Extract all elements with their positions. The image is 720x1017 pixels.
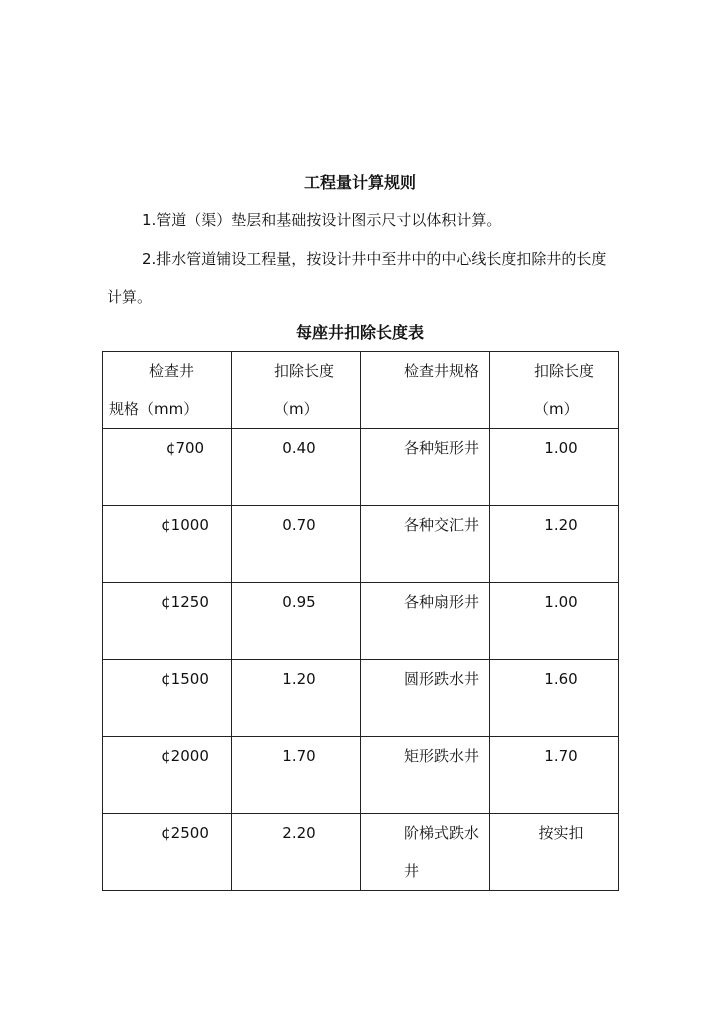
rule-paragraph-1: 1.管道（渠）垫层和基础按设计图示尺寸以体积计算。 xyxy=(142,211,502,229)
cell-spec xyxy=(103,814,232,891)
cell-length-text: 1.20 xyxy=(282,670,316,688)
cell-spec2 xyxy=(361,429,490,506)
table-title: 每座井扣除长度表 xyxy=(295,323,424,342)
cell-spec xyxy=(103,660,232,737)
cell-length2 xyxy=(490,814,619,891)
cell-length xyxy=(232,506,361,583)
table-row xyxy=(103,814,619,891)
cell-length xyxy=(232,737,361,814)
header-cell-length2 xyxy=(490,352,619,429)
cell-length2-text: 1.60 xyxy=(544,670,578,688)
cell-length-text: 2.20 xyxy=(282,824,316,842)
cell-length2 xyxy=(490,429,619,506)
deduction-table xyxy=(102,351,619,891)
header-cell-spec xyxy=(103,352,232,429)
header-length2-text: 扣除长度（m） xyxy=(534,362,595,418)
cell-spec2 xyxy=(361,737,490,814)
header-length-text: 扣除长度（m） xyxy=(274,362,335,418)
cell-length2 xyxy=(490,506,619,583)
cell-spec xyxy=(103,737,232,814)
cell-length2 xyxy=(490,737,619,814)
cell-spec-text: ¢1000 xyxy=(161,516,209,534)
cell-length-text: 0.40 xyxy=(282,439,316,457)
cell-spec2-text: 各种矩形井 xyxy=(404,439,480,457)
table-row xyxy=(103,660,619,737)
cell-spec-text: ¢700 xyxy=(165,439,205,457)
cell-length xyxy=(232,429,361,506)
cell-length2 xyxy=(490,583,619,660)
cell-length-text: 0.95 xyxy=(282,593,316,611)
header-cell-length xyxy=(232,352,361,429)
cell-spec xyxy=(103,506,232,583)
cell-spec xyxy=(103,429,232,506)
cell-length2 xyxy=(490,660,619,737)
cell-spec2-text: 圆形跌水井 xyxy=(404,670,480,688)
cell-spec-text: ¢1250 xyxy=(161,593,209,611)
cell-spec2-text: 矩形跌水井 xyxy=(404,747,480,765)
cell-spec2-text: 各种交汇井 xyxy=(404,516,480,534)
rule-paragraph-2: 2.排水管道铺设工程量，按设计井中至井中的中心线长度扣除井的长度计算。 xyxy=(107,250,607,306)
cell-spec-text: ¢1500 xyxy=(161,670,209,688)
table-row xyxy=(103,429,619,506)
header-spec2-text: 检查井规格 xyxy=(404,362,480,380)
table-row xyxy=(103,583,619,660)
table-row xyxy=(103,737,619,814)
cell-spec xyxy=(103,583,232,660)
cell-spec-text: ¢2500 xyxy=(161,824,209,842)
page-title: 工程量计算规则 xyxy=(303,173,416,192)
cell-spec2 xyxy=(361,583,490,660)
cell-spec2-text: 阶梯式跌水井 xyxy=(404,824,480,880)
header-cell-spec2 xyxy=(361,352,490,429)
cell-spec2 xyxy=(361,660,490,737)
header-spec-text: 检查井规格（mm） xyxy=(109,362,199,418)
cell-spec2-text: 各种扇形井 xyxy=(404,593,480,611)
cell-spec2 xyxy=(361,506,490,583)
cell-length2-text: 1.70 xyxy=(544,747,578,765)
cell-length2-text: 1.00 xyxy=(544,439,578,457)
cell-length xyxy=(232,660,361,737)
cell-length-text: 0.70 xyxy=(282,516,316,534)
cell-length xyxy=(232,583,361,660)
cell-length2-text: 按实扣 xyxy=(538,824,584,842)
cell-length2-text: 1.00 xyxy=(544,593,578,611)
cell-length2-text: 1.20 xyxy=(544,516,578,534)
cell-spec2 xyxy=(361,814,490,891)
cell-length xyxy=(232,814,361,891)
cell-length-text: 1.70 xyxy=(282,747,316,765)
cell-spec-text: ¢2000 xyxy=(161,747,209,765)
table-header-row xyxy=(103,352,619,429)
table-row xyxy=(103,506,619,583)
